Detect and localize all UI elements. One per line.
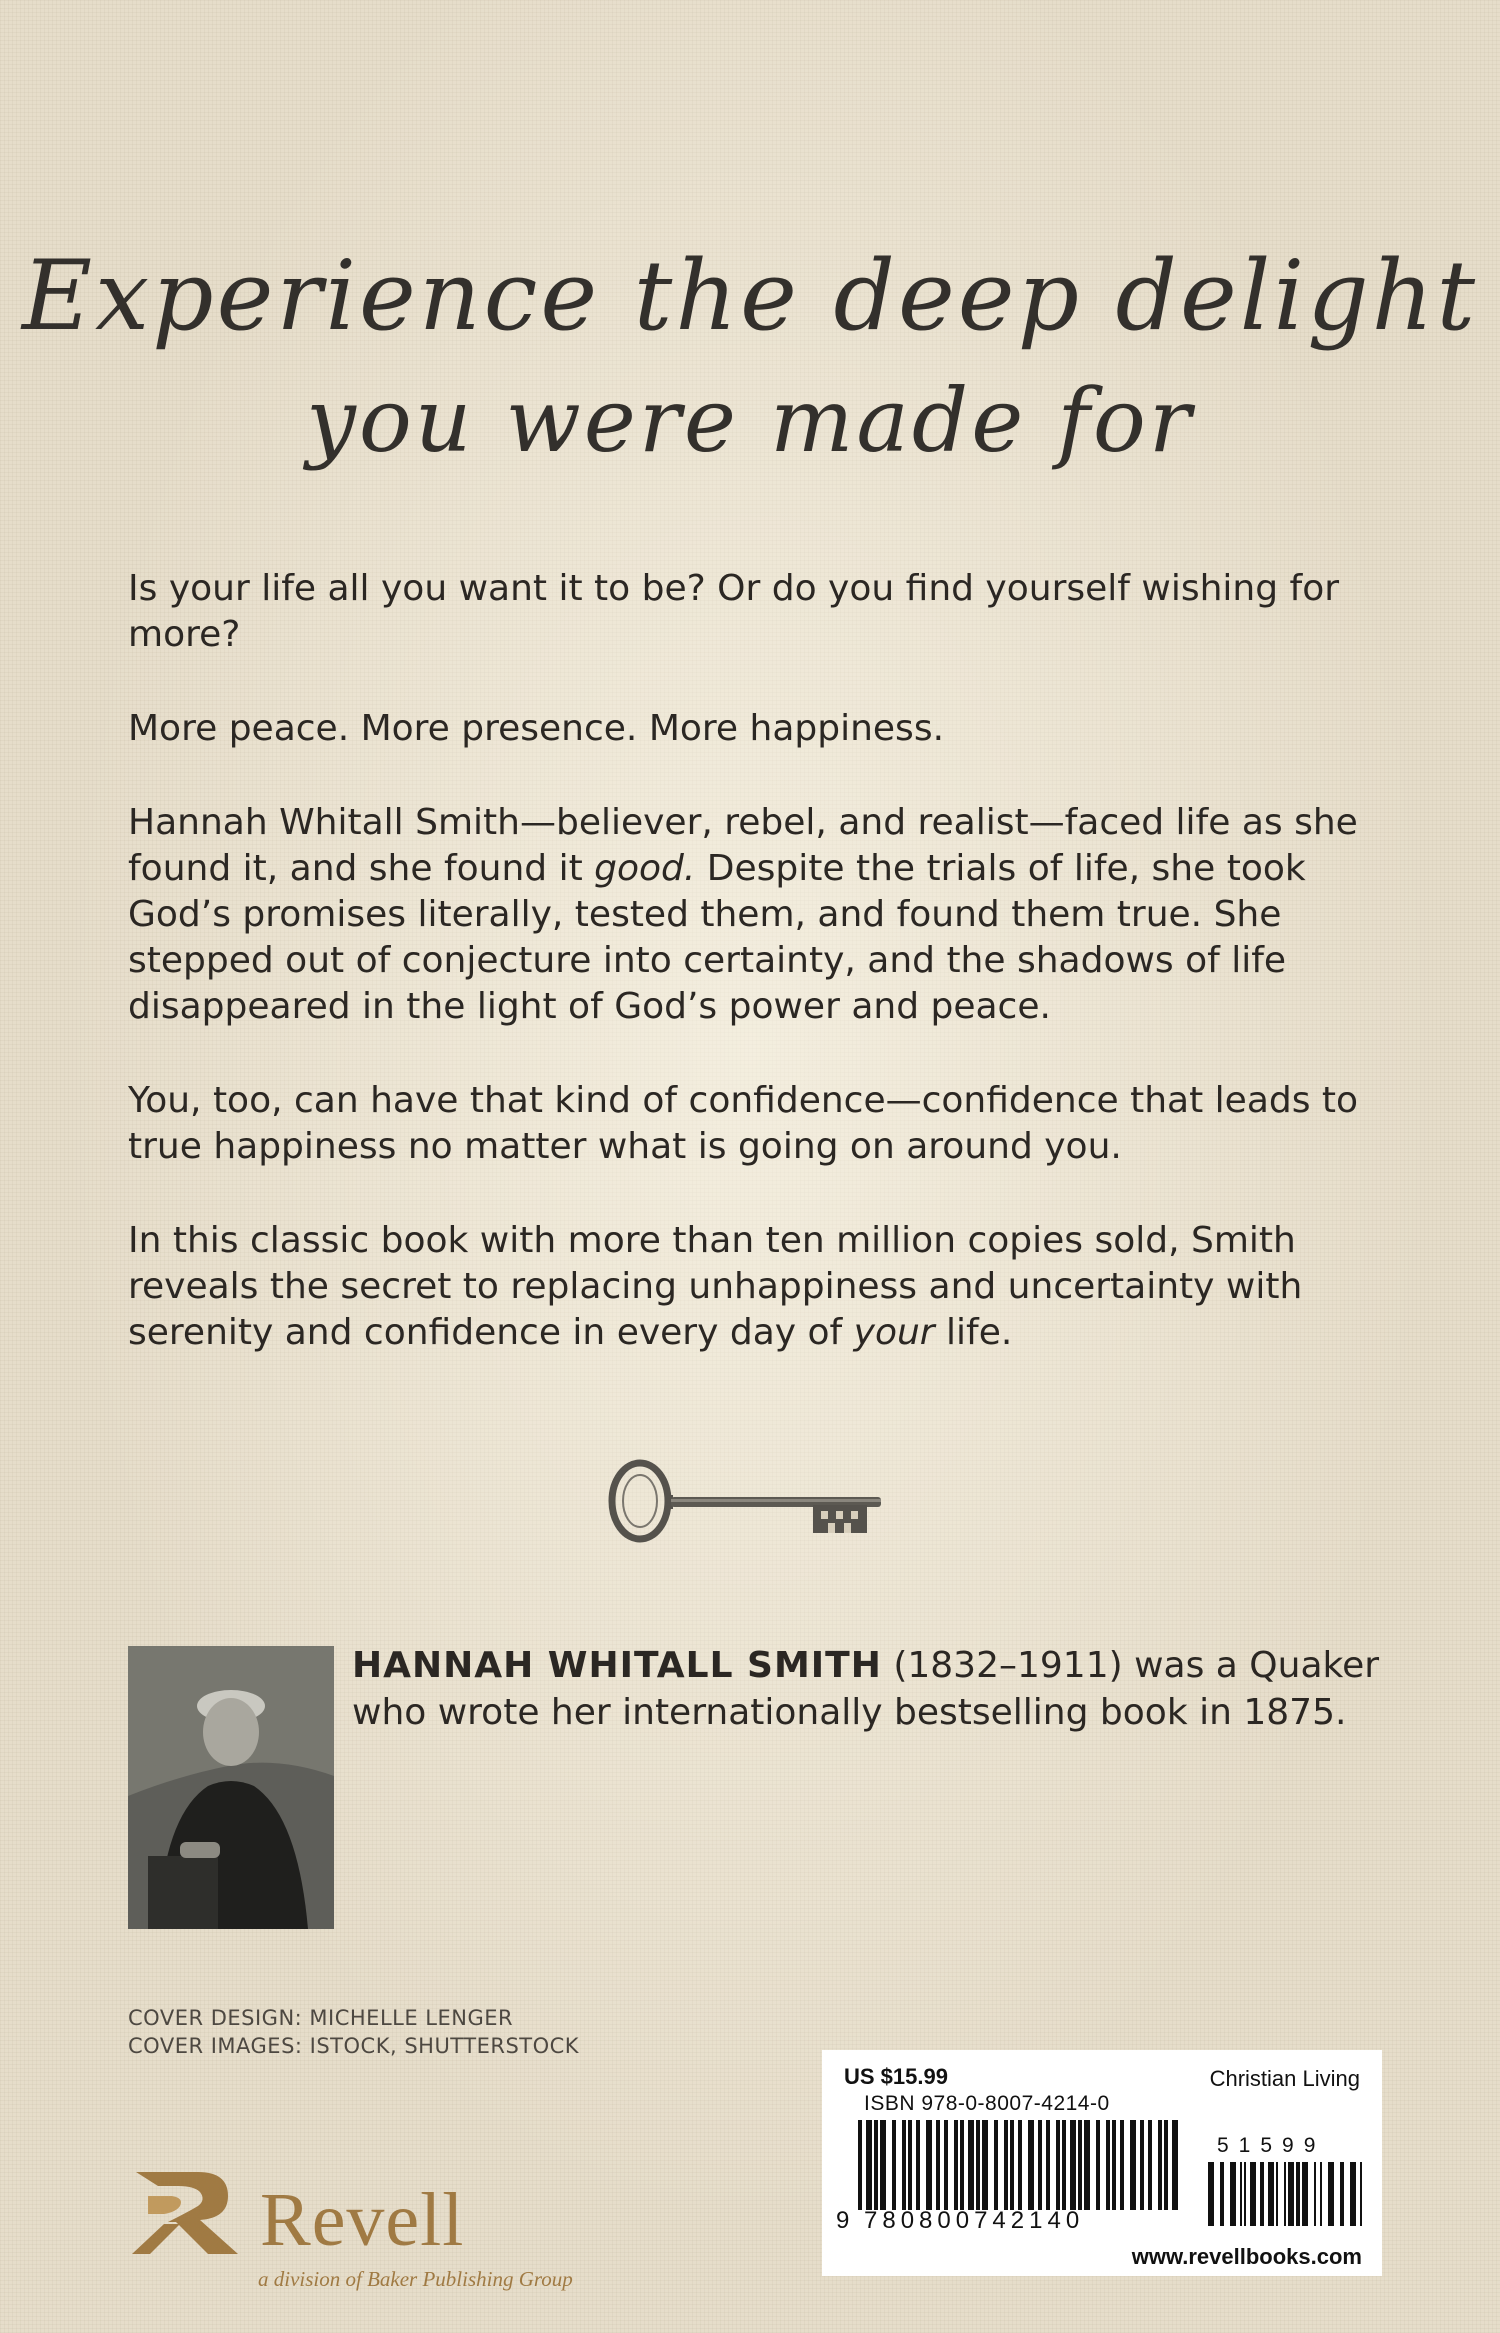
barcode-addon-bar: [1320, 2162, 1322, 2226]
headline-line-2: you were made for: [306, 369, 1194, 473]
barcode-main-bar: [1046, 2120, 1050, 2210]
barcode-icon: [822, 2050, 1382, 2276]
headline: [0, 231, 1500, 481]
addon-digits: 51599: [1217, 2134, 1326, 2157]
barcode-main-bar: [1164, 2120, 1168, 2210]
barcode-main-bar: [976, 2120, 980, 2210]
publisher-name: Revell: [260, 2178, 465, 2262]
barcode-main-bar: [1096, 2120, 1100, 2210]
isbn: ISBN 978-0-8007-4214-0: [864, 2092, 1110, 2115]
description: [128, 566, 1388, 1404]
barcode-main-bar: [936, 2120, 940, 2210]
barcode-addon-bar: [1240, 2162, 1242, 2226]
barcode-main-bar: [1070, 2120, 1076, 2210]
cover-design-credit: COVER DESIGN: MICHELLE LENGER: [128, 2006, 514, 2030]
barcode-main-bar: [968, 2120, 974, 2210]
barcode-main-bar: [1112, 2120, 1116, 2210]
barcode-addon-bar: [1350, 2162, 1356, 2226]
barcode-main-bar: [1172, 2120, 1178, 2210]
author-name: HANNAH WHITALL SMITH: [352, 1645, 882, 1686]
barcode-main-bar: [916, 2120, 920, 2210]
barcode-main-bar: [874, 2120, 878, 2210]
barcode-main-bar: [1028, 2120, 1034, 2210]
publisher-url: www.revellbooks.com: [1131, 2244, 1362, 2269]
barcode-main-bar: [982, 2120, 988, 2210]
barcode-main-bar: [1106, 2120, 1110, 2210]
barcode-main-bar: [1084, 2120, 1090, 2210]
paragraph-5-text-b: life.: [934, 1312, 1013, 1353]
barcode-panel: [822, 2050, 1382, 2276]
barcode-main-bar: [1140, 2120, 1144, 2210]
author-bio-text: (1832–1911) was a Quaker who wrote her internationally bestselling book in 1875.: [352, 1645, 1380, 1733]
barcode-main-bar: [1158, 2120, 1162, 2210]
revell-logo-icon: [128, 2162, 248, 2262]
barcode-main-bar: [954, 2120, 958, 2210]
barcode-main-bar: [1018, 2120, 1022, 2210]
barcode-addon-bar: [1220, 2162, 1224, 2226]
paragraph-3: [128, 800, 1388, 1030]
barcode-addon-bar: [1340, 2162, 1344, 2226]
barcode-main-bar: [866, 2120, 872, 2210]
author-photo: [128, 1646, 334, 1929]
barcode-main-bar: [1038, 2120, 1042, 2210]
barcode-main-bar: [1062, 2120, 1066, 2210]
barcode-main-bar: [1148, 2120, 1152, 2210]
barcode-addon-bar: [1208, 2162, 1214, 2226]
barcode-number: 780800742140: [864, 2207, 1085, 2234]
barcode-addon-bar: [1360, 2162, 1362, 2226]
barcode-addon-bar: [1260, 2162, 1264, 2226]
paragraph-3-emphasis: good.: [594, 848, 696, 889]
barcode-addon-bar: [1268, 2162, 1274, 2226]
paragraph-5-text-a: In this classic book with more than ten million copies sold, Smith reveals the secret to replacing unhappiness and uncertainty with serenity and confidence in every day of: [128, 1220, 1303, 1353]
barcode-main-bar: [1130, 2120, 1136, 2210]
barcode-main-bar: [880, 2120, 886, 2210]
barcode-main-bar: [902, 2120, 906, 2210]
headline-line-1: Experience the deep delight: [21, 240, 1479, 353]
barcode-addon-bar: [1302, 2162, 1308, 2226]
author-bio: [352, 1642, 1382, 1736]
barcode-addon-bar: [1284, 2162, 1286, 2226]
paragraph-3-text-a: Hannah Whitall Smith—believer, rebel, and realist—faced life as she found it, and she found it: [128, 802, 1358, 889]
barcode-main-bar: [858, 2120, 862, 2210]
paragraph-1: Is your life all you want it to be? Or do you find yourself wishing for more?: [128, 568, 1340, 655]
cover-credits: [128, 2004, 579, 2060]
barcode-main-bar: [1010, 2120, 1014, 2210]
barcode-addon-bar: [1250, 2162, 1256, 2226]
cover-images-credit: COVER IMAGES: ISTOCK, SHUTTERSTOCK: [128, 2034, 580, 2058]
category: Christian Living: [1209, 2066, 1360, 2091]
paragraph-4: You, too, can have that kind of confidence—confidence that leads to true happiness no matter what is going on around you.: [128, 1080, 1359, 1167]
barcode-addon-bar: [1276, 2162, 1278, 2226]
barcode-main-bar: [892, 2120, 896, 2210]
barcode-addon-bar: [1288, 2162, 1294, 2226]
publisher-tagline: a division of Baker Publishing Group: [258, 2267, 573, 2291]
barcode-main-bar: [1078, 2120, 1082, 2210]
barcode-bars-main: [858, 2120, 1178, 2210]
barcode-bars-addon: [1208, 2162, 1362, 2226]
barcode-main-bar: [944, 2120, 948, 2210]
barcode-addon-bar: [1230, 2162, 1236, 2226]
barcode-main-bar: [1004, 2120, 1008, 2210]
key-icon: [605, 1445, 885, 1555]
paragraph-5-emphasis: your: [853, 1312, 935, 1353]
barcode-main-bar: [908, 2120, 912, 2210]
barcode-addon-bar: [1314, 2162, 1316, 2226]
paragraph-3-text-b: Despite the trials of life, she took God’s promises literally, tested them, and found them true. She stepped out of conjecture into certainty, and the shadows of life disappeared in the light of God’s power and peace.: [128, 848, 1306, 1027]
barcode-prefix-digit: 9: [836, 2207, 850, 2234]
barcode-main-bar: [1120, 2120, 1124, 2210]
barcode-main-bar: [960, 2120, 964, 2210]
barcode-addon-bar: [1296, 2162, 1300, 2226]
barcode-addon-bar: [1244, 2162, 1246, 2226]
barcode-main-bar: [1056, 2120, 1060, 2210]
paragraph-5: [128, 1218, 1388, 1356]
price: US $15.99: [844, 2064, 948, 2089]
barcode-addon-bar: [1328, 2162, 1334, 2226]
barcode-main-bar: [926, 2120, 932, 2210]
paragraph-2: More peace. More presence. More happiness.: [128, 708, 945, 749]
barcode-main-bar: [994, 2120, 998, 2210]
